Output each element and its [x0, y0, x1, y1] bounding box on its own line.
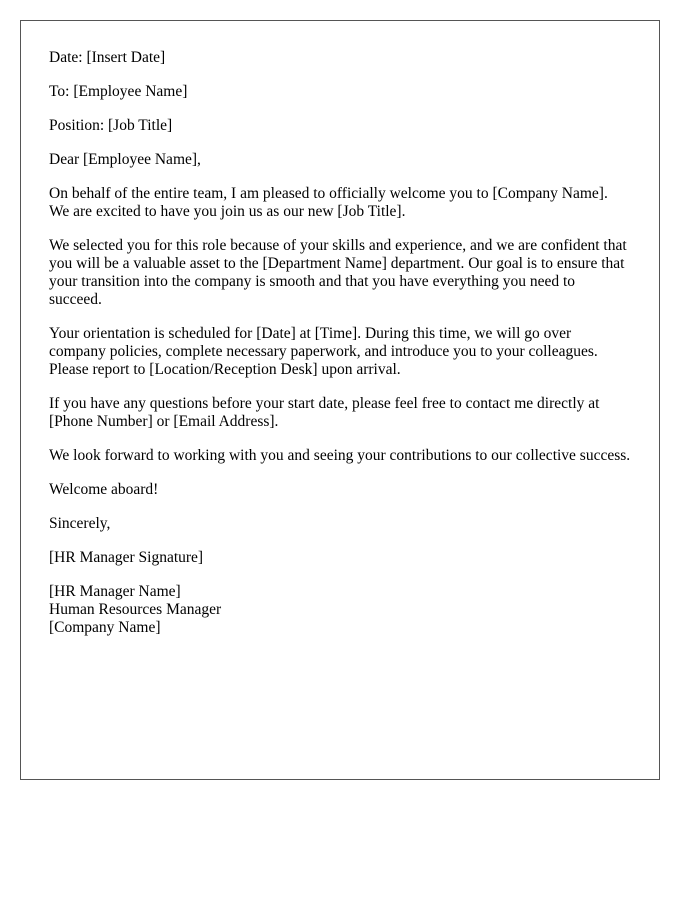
- letter-closing: Sincerely,: [49, 515, 111, 532]
- letter-paragraph-closing: We look forward to working with you and seeing your contributions to our collective success.: [49, 447, 631, 464]
- letter-paragraph-selection: We selected you for this role because of your skills and experience, and we are confident that you will be a valuable asset to the [Department Name] department. Our goal is to ensure that your transition into the company is smooth and that you have everything you need to succeed.: [49, 237, 627, 308]
- letter-paragraph-orientation: Your orientation is scheduled for [Date] at [Time]. During this time, we will go over company policies, complete necessary paperwork, and introduce you to your colleagues. Please report to [Location/Reception Desk] upon arrival.: [49, 325, 598, 378]
- welcome-letter: [20, 20, 660, 780]
- letter-welcome-aboard: Welcome aboard!: [49, 481, 159, 498]
- signer-company: [Company Name]: [49, 619, 161, 636]
- signer-block: [49, 583, 631, 637]
- signer-title: Human Resources Manager: [49, 601, 222, 618]
- letter-paragraph-contact: If you have any questions before your start date, please feel free to contact me directly at [Phone Number] or [Email Address].: [49, 395, 600, 430]
- letter-paragraph-welcome: On behalf of the entire team, I am pleased to officially welcome you to [Company Name]. We are excited to have you join us as our new [Job Title].: [49, 185, 608, 220]
- signer-name: [HR Manager Name]: [49, 583, 181, 600]
- letter-salutation: Dear [Employee Name],: [49, 151, 201, 168]
- letter-recipient: To: [Employee Name]: [49, 83, 188, 100]
- letter-date: Date: [Insert Date]: [49, 49, 166, 66]
- letter-position: Position: [Job Title]: [49, 117, 173, 134]
- letter-signature: [HR Manager Signature]: [49, 549, 204, 566]
